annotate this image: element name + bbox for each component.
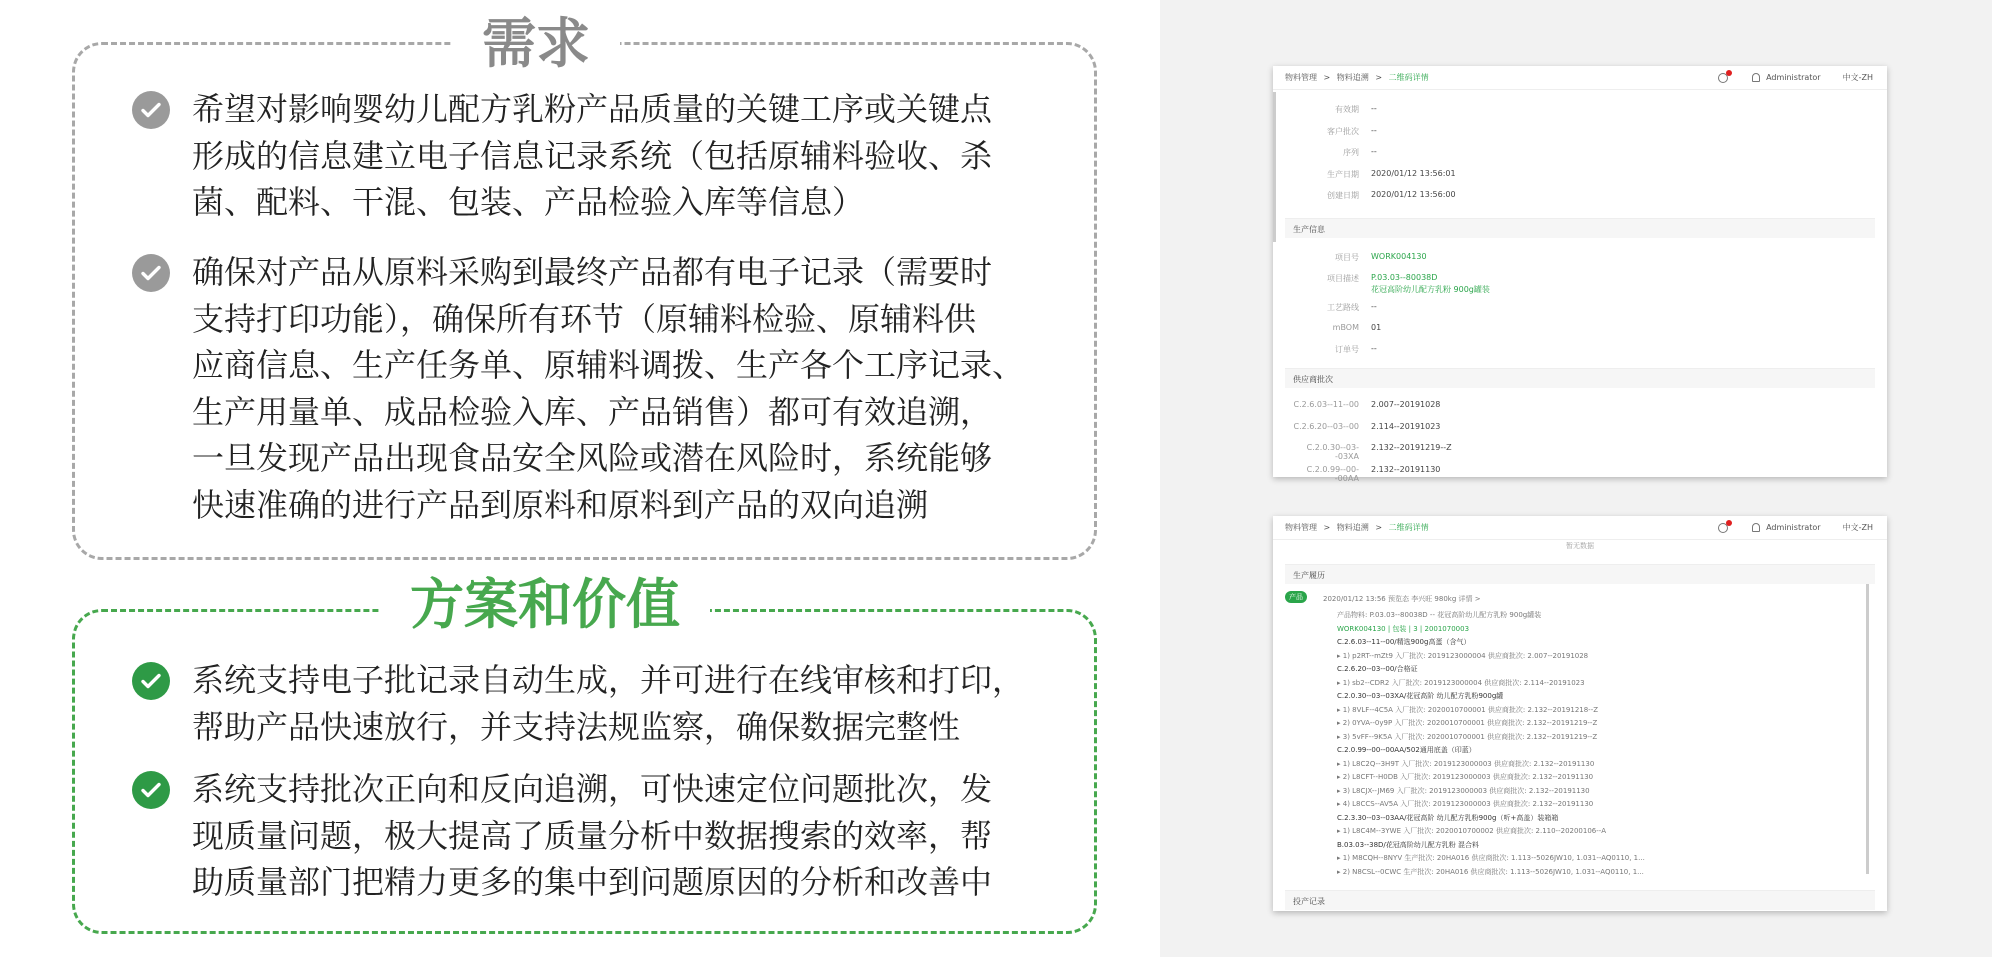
field-row <box>1285 273 1437 284</box>
breadcrumb-item[interactable]: 物料管理 <box>1285 523 1317 532</box>
field-row <box>1285 147 1377 158</box>
solution-text: 系统支持电子批记录自动生成，并可进行在线审核和打印， 帮助产品快速放行，并支持法规监察，确保数据完整性 <box>192 661 1025 746</box>
product-tag: 产品 <box>1285 591 1307 603</box>
requirements-title: 需求 <box>452 12 620 76</box>
qr-detail-screenshot-1 <box>1273 66 1887 483</box>
field-label: 项目号 <box>1335 253 1359 262</box>
trace-line: ▸ 3) L8CJX--JM69 入厂批次: 2019123000003 供应商批次: 2.132--20191130 <box>1337 786 1590 795</box>
trace-line: 产品物料: P.03.03--80038D -- 花冠高阶幼儿配方乳粉 900g罐装 <box>1337 611 1542 619</box>
field-value: 2020/01/12 13:56:01 <box>1371 168 1456 178</box>
field-label <box>1285 284 1359 295</box>
field-label: 客户批次 <box>1327 126 1359 136</box>
trace-line: ▸ 1) L8C2Q--3H9T 入厂批次: 2019123000003 供应商批次: 2.132--20191130 <box>1337 759 1595 768</box>
scrollbar[interactable] <box>1273 92 1276 242</box>
field-row <box>1285 190 1456 201</box>
field-label: 项目描述 <box>1327 274 1359 283</box>
section-header: 生产履历 <box>1285 564 1875 584</box>
breadcrumb-item[interactable]: 物料管理 <box>1285 73 1317 82</box>
field-label: C.2.6.20--03--00 <box>1293 421 1359 431</box>
history-head: 2020/01/12 13:56 预览态 李兴旺 980kg 详情 > <box>1323 595 1481 603</box>
field-value: 2.132--20191219--Z <box>1371 443 1452 452</box>
trace-line: ▸ 3) 5vFF--9K5A 入厂批次: 2020010700001 供应商批次: 2.132--20191219--Z <box>1337 732 1598 741</box>
trace-line: C.2.3.30--03--03AA/花冠高阶 幼儿配方乳粉900g（听+高盖）装箱箱 <box>1337 813 1559 822</box>
requirement-item <box>132 86 1072 226</box>
notification-icon[interactable] <box>1718 523 1728 533</box>
field-row <box>1285 104 1377 115</box>
requirement-item <box>132 249 1072 528</box>
breadcrumb-current: 二维码详情 <box>1388 523 1429 532</box>
scrollbar[interactable] <box>1866 584 1869 874</box>
requirement-text: 希望对影响婴幼儿配方乳粉产品质量的关键工序或关键点 形成的信息建立电子信息记录系统（包括原辅料验收、杀 菌、配料、干混、包装、产品检验入库等信息） <box>192 90 993 221</box>
field-value: -- <box>1371 147 1377 156</box>
solution-text: 系统支持批次正向和反向追溯，可快速定位问题批次，发 现质量问题，极大提高了质量分析中数据搜索的效率，帮 助质量部门把精力更多的集中到问题原因的分析和改善中 <box>192 770 993 901</box>
field-label: 创建日期 <box>1327 191 1359 200</box>
check-circle-icon <box>132 662 170 700</box>
trace-line: C.2.0.30--03--03XA/花冠高阶 幼儿配方乳粉900g罐 <box>1337 692 1504 700</box>
user-icon[interactable] <box>1752 73 1760 82</box>
field-row <box>1285 344 1377 355</box>
trace-line: ▸ 1) 8VLF--4C5A 入厂批次: 2020010700001 供应商批次: 2.132--20191218--Z <box>1337 705 1599 714</box>
field-value[interactable]: 花冠高阶幼儿配方乳粉 900g罐装 <box>1371 285 1490 294</box>
field-row <box>1285 252 1427 263</box>
trace-line: ▸ 2) L8CFT--H0DB 入厂批次: 2019123000003 供应商批次: 2.132--20191130 <box>1337 773 1594 781</box>
breadcrumb-sep: > <box>1375 523 1383 532</box>
field-value: -- <box>1371 125 1377 135</box>
field-value: 2.114--20191023 <box>1371 421 1441 431</box>
user-name[interactable]: Administrator <box>1766 523 1821 532</box>
field-label: 序列 <box>1343 148 1359 157</box>
field-label: 生产日期 <box>1327 169 1359 179</box>
breadcrumb-current: 二维码详情 <box>1388 73 1429 82</box>
field-value: 2.132--20191130 <box>1371 464 1441 474</box>
field-label: C.2.0.99--00--00AA <box>1306 464 1359 483</box>
trace-line: B.03.03--38D/花冠高阶幼儿配方乳粉 混合料 <box>1337 840 1479 849</box>
breadcrumb-sep: > <box>1323 523 1331 532</box>
trace-line: C.2.0.99--00--00AA/502通用底盖（印蓝） <box>1337 746 1476 754</box>
breadcrumb-sep: > <box>1375 73 1383 82</box>
field-label: C.2.0.30--03--03XA <box>1306 443 1359 461</box>
field-row <box>1285 126 1377 137</box>
top-bar <box>1273 66 1887 90</box>
field-row <box>1285 284 1490 295</box>
field-value: 2.007--20191028 <box>1371 400 1441 409</box>
field-row <box>1285 323 1381 332</box>
check-circle-icon <box>132 91 170 129</box>
field-value[interactable]: P.03.03--80038D <box>1371 273 1438 282</box>
solution-item <box>132 657 1072 750</box>
field-row <box>1285 465 1440 483</box>
breadcrumb-item[interactable]: 物料追溯 <box>1336 523 1369 532</box>
field-value: -- <box>1371 104 1377 113</box>
trace-line: ▸ 2) N8CSL--0CWC 生产批次: 20HA016 供应商批次: 1.113--5026JW10, 1.031--AQ0110, 1... <box>1337 867 1644 876</box>
section-header: 投产记录 <box>1285 890 1875 910</box>
top-bar <box>1273 516 1887 540</box>
field-label: C.2.6.03--11--00 <box>1293 400 1359 409</box>
user-name[interactable]: Administrator <box>1766 73 1821 82</box>
language-selector[interactable]: 中文-ZH <box>1842 523 1873 532</box>
trace-line: C.2.6.20--03--00/合格证 <box>1337 665 1418 673</box>
trace-line: ▸ 1) L8C4M--3YWE 入厂批次: 2020010700002 供应商批次: 2.110--20200106--A <box>1337 827 1607 835</box>
section-header: 供应商批次 <box>1285 368 1875 388</box>
language-selector[interactable]: 中文-ZH <box>1842 73 1873 82</box>
trace-line: ▸ 4) L8CCS--AV5A 入厂批次: 2019123000003 供应商批次: 2.132--20191130 <box>1337 800 1594 808</box>
trace-line: ▸ 2) 0YVA--0y9P 入厂批次: 2020010700001 供应商批次: 2.132--20191219--Z <box>1337 719 1598 727</box>
field-value: -- <box>1371 302 1377 311</box>
breadcrumb <box>1285 522 1433 533</box>
field-row <box>1285 443 1452 461</box>
trace-line: ▸ 1) M8CQH--8NYV 生产批次: 20HA016 供应商批次: 1.113--5026JW10, 1.031--AQ0110, 1... <box>1337 854 1645 862</box>
check-circle-icon <box>132 771 170 809</box>
breadcrumb-item[interactable]: 物料追溯 <box>1336 73 1369 82</box>
user-icon[interactable] <box>1752 523 1760 532</box>
breadcrumb-sep: > <box>1323 73 1331 82</box>
field-row <box>1285 169 1456 180</box>
field-value[interactable]: WORK004130 <box>1371 252 1427 261</box>
field-label: 有效期 <box>1335 105 1359 114</box>
qr-detail-screenshot-2 <box>1273 516 1887 911</box>
no-data-text: 暂无数据 <box>1566 542 1594 550</box>
field-label: 订单号 <box>1335 345 1359 354</box>
field-row <box>1285 400 1440 409</box>
trace-line: ▸ 1) p2RT--mZt9 入厂批次: 2019123000004 供应商批次: 2.007--20191028 <box>1337 651 1589 660</box>
trace-line: ▸ 1) sb2--CDR2 入厂批次: 2019123000004 供应商批次: 2.114--20191023 <box>1337 678 1585 687</box>
check-circle-icon <box>132 254 170 292</box>
notification-icon[interactable] <box>1718 73 1728 83</box>
trace-line: WORK004130 | 包装 | 3 | 2001070003 <box>1337 624 1470 633</box>
top-bar-right <box>1718 72 1873 83</box>
field-label: mBOM <box>1332 323 1359 332</box>
solution-title: 方案和价值 <box>380 573 710 637</box>
field-row <box>1285 302 1377 313</box>
section-header: 生产信息 <box>1285 218 1875 238</box>
field-value: -- <box>1371 344 1377 353</box>
field-row <box>1285 422 1440 431</box>
trace-line: C.2.6.03--11--00/精选900g高蛋（含气） <box>1337 638 1471 646</box>
breadcrumb <box>1285 72 1433 83</box>
solution-item <box>132 766 1072 906</box>
requirement-text: 确保对产品从原料采购到最终产品都有电子记录（需要时 支持打印功能），确保所有环节（原辅料检验、原辅料供 应商信息、生产任务单、原辅料调拨、生产各个工序记录、 生产用量单、成品检验入库、产品销售）都可有效追溯， 一旦发现产品出现食品安全风险或潜在风险时，系统能够 快速准确的进行产品到原料和原料到产品的双向追溯 <box>192 253 1025 524</box>
field-value: 01 <box>1371 323 1382 332</box>
field-value: 2020/01/12 13:56:00 <box>1371 190 1456 199</box>
top-bar-right <box>1718 522 1873 533</box>
field-label: 工艺路线 <box>1327 303 1359 312</box>
